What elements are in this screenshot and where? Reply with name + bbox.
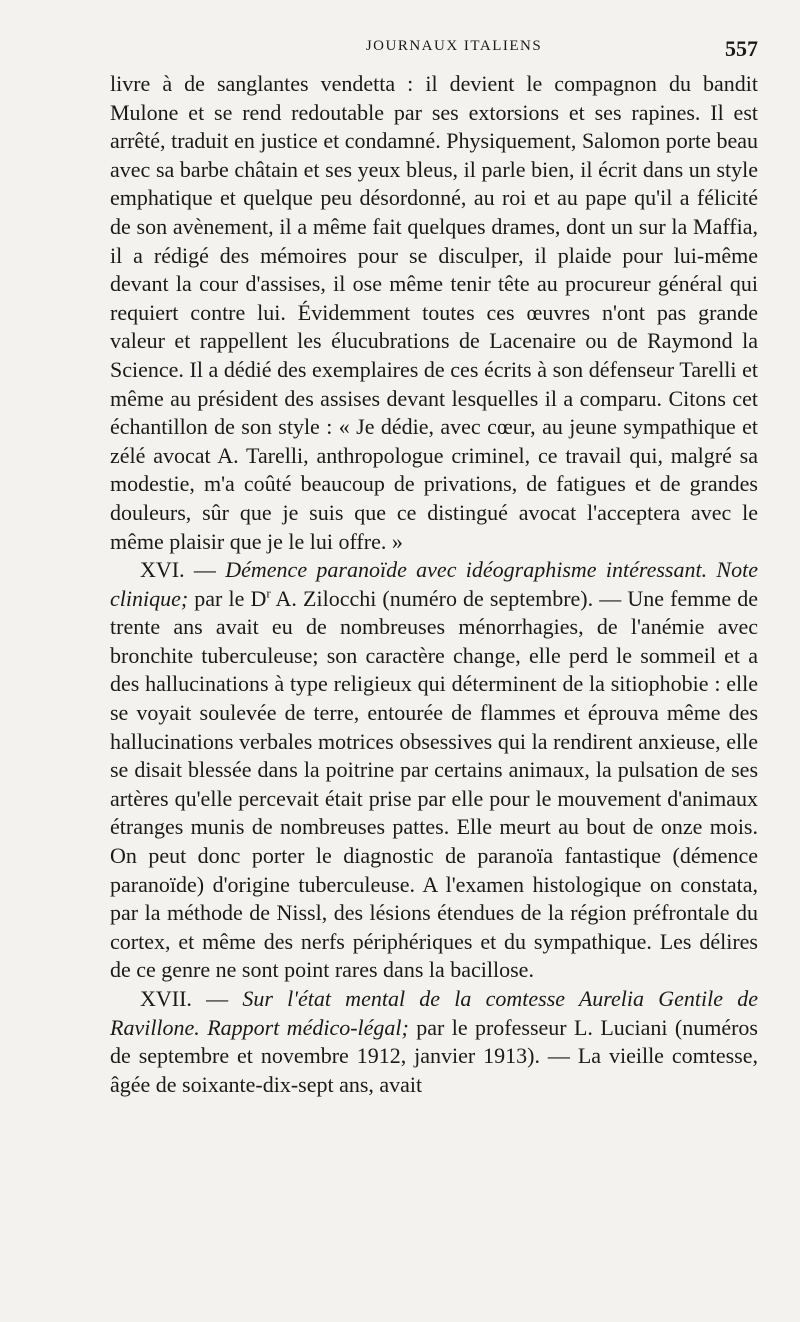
running-head [110,36,758,70]
section-text: — La vieille comtesse, âgée de soixante-dix-sept ans, avait [110,1043,759,1097]
section-xvii [110,985,758,1099]
section-byline: par le professeur L. Luciani (numéros de septembre et novembre 1912, janvier 1913). [110,1014,758,1069]
section-byline-rest: A. Zilocchi (numéro de septembre). [270,585,594,611]
body-text [110,70,758,1099]
section-number: XVII. — [140,986,243,1011]
byline-superscript: r [266,585,271,601]
section-number: XVI. — [140,557,226,583]
page-number: 557 [725,36,758,61]
paragraph-continuation: livre à de sanglantes vendetta : il devient le compagnon du bandit Mulone et se rend redoutable par ses extorsions et ses rapines. Il est arrêté, traduit en justice et condamné. Physiquement, Salomon porte beau avec sa barbe châtain et ses yeux bleus, il parle bien, il écrit dans un style emphatique et quelque peu désordonné, au roi et au pape qu'il a félicité de son avènement, il a même fait quelques drames, dont un sur la Maffia, il a rédigé des mémoires pour se disculper, il plaide pour lui-même devant la cour d'assises, il ose même tenir tête au procureur général qui requiert contre lui. Évidemment toutes ces œuvres n'ont pas grande valeur et rappellent les élucubrations de Lacenaire ou de Raymond la Science. Il a dédié des exemplaires de ces écrits à son défenseur Tarelli et même au président des assises devant lesquelles il a comparu. Citons cet échantillon de son style : « Je dédie, avec cœur, au jeune sympathique et zélé avocat A. Tarelli, anthropologue criminel, ce travail qui, malgré sa modestie, m'a coûté beaucoup de privations, de fatigues et de grandes douleurs, sûr que je suis que ce distingué avocat l'acceptera avec le même plaisir que je le lui offre. » [110,71,758,554]
section-byline: par le D [188,585,267,611]
section-title: Sur l'état mental de la comtesse Aurelia Gentile de Ravillone. Rapport médico-légal; [110,986,758,1040]
section-text: — Une femme de trente ans avait eu de nombreuses ménorrhagies, de l'anémie avec bronchite tuberculeuse; son caractère change, elle perd le sommeil et a des hallucinations à type religieux qui déterminent de la sitiophobie : elle se voyait soulevée de terre, entourée de flammes et éprouva même des hallucinations verbales motrices obsessives qui la rendirent anxieuse, elle se disait blessée dans la poitrine par certains animaux, la pulsation de ses artères qu'elle percevait était prise par elle pour le mouvement d'animaux étranges munis de nombreuses pattes. Elle meurt au bout de onze mois. On peut donc porter le diagnostic de paranoïa fantastique (démence paranoïde) d'origine tuberculeuse. A l'examen histologique on constata, par la méthode de Nissl, des lésions étendues de la région préfrontale du cortex, et même des nerfs périphériques et du sympathique. Les délires de ce genre ne sont point rares dans la bacillose. [110,585,758,983]
section-xvi [110,556,758,985]
section-title: Démence paranoïde avec idéographisme intéressant. Note clinique; [110,557,758,611]
running-title: JOURNAUX ITALIENS [365,38,543,54]
